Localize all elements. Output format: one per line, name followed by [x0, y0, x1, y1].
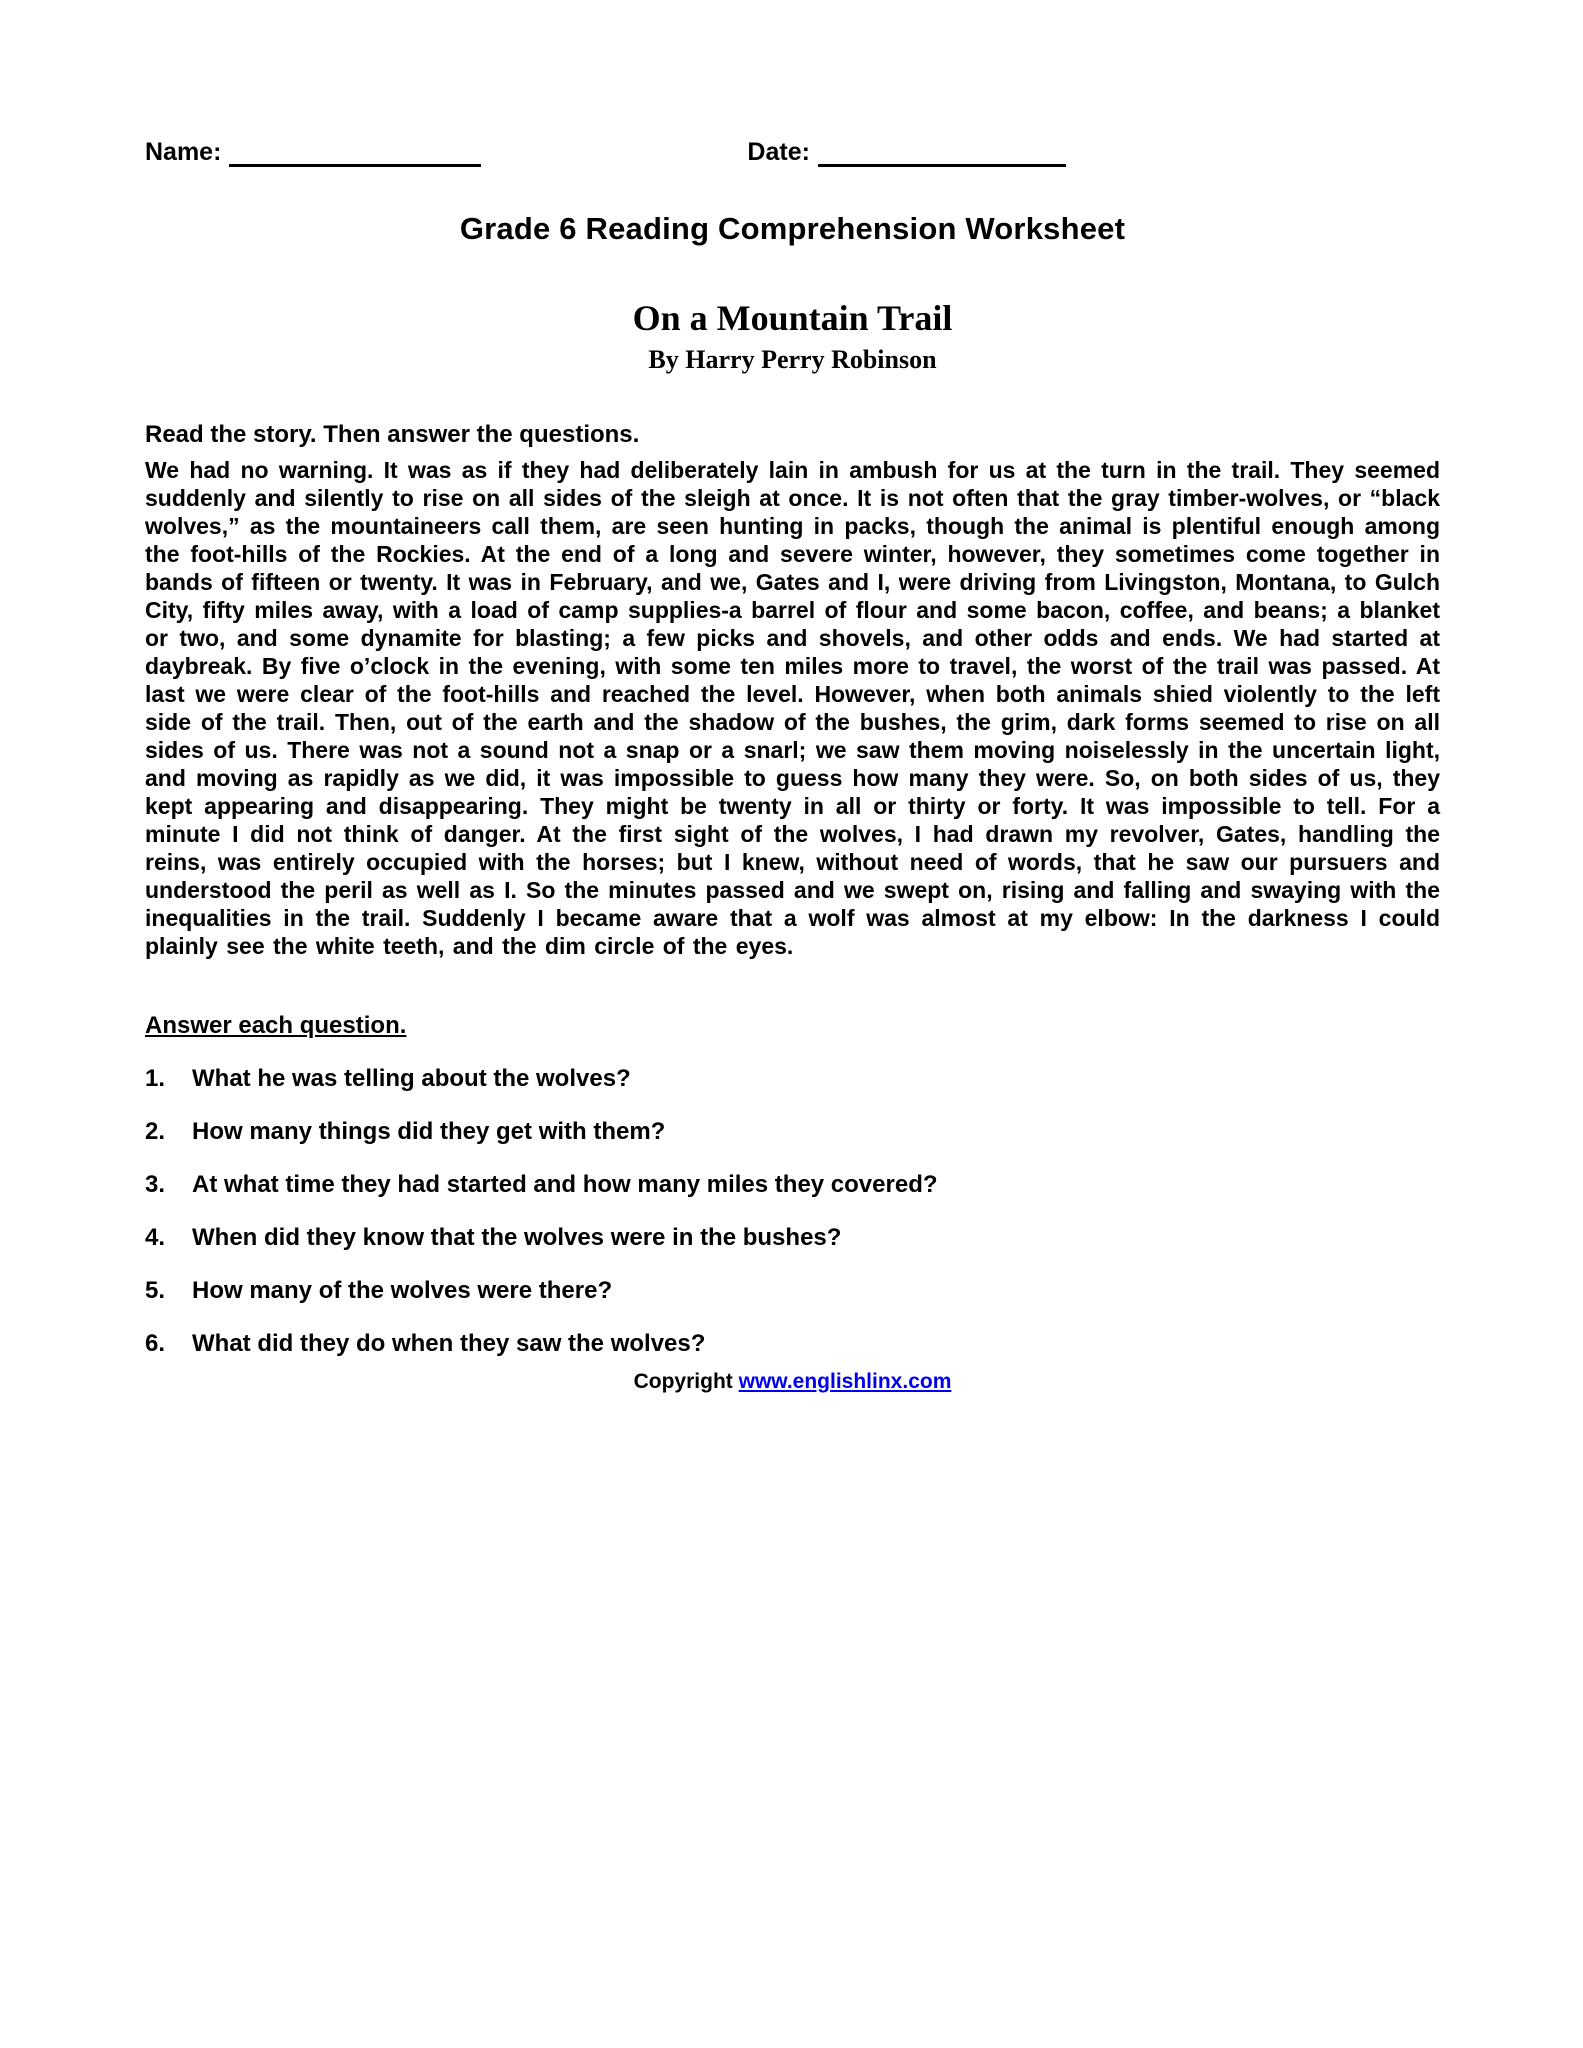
- question-number: 6.: [145, 1330, 166, 1357]
- question-item: [145, 1277, 1440, 1305]
- question-text: How many of the wolves were there?: [192, 1277, 613, 1304]
- question-number: 5.: [145, 1277, 166, 1304]
- date-label: Date:: [747, 138, 810, 166]
- copyright-link[interactable]: www.englishlinx.com: [738, 1370, 952, 1393]
- date-field-group: [747, 138, 1066, 167]
- question-text: How many things did they get with them?: [192, 1118, 666, 1145]
- question-text: At what time they had started and how many miles they covered?: [192, 1171, 938, 1198]
- story-text: We had no warning. It was as if they had deliberately lain in ambush for us at the turn in the trail. They seemed suddenly and silently to rise on all sides of the sleigh at once. It is not often that the gray timber-wolves, or “black wolves,” as the mountaineers call them, are seen hunting in packs, though the animal is plentiful enough among the foot-hills of the Rockies. At the end of a long and severe winter, however, they sometimes come together in bands of fifteen or twenty. It was in February, and we, Gates and I, were driving from Livingston, Montana, to Gulch City, fifty miles away, with a load of camp supplies-a barrel of flour and some bacon, coffee, and beans; a blanket or two, and some dynamite for blasting; a few picks and shovels, and other odds and ends. We had started at daybreak. By five o’clock in the evening, with some ten miles more to travel, the worst of the trail was passed. At last we were clear of the foot-hills and reached the level. However, when both animals shied violently to the left side of the trail. Then, out of the earth and the shadow of the bushes, the grim, dark forms seemed to rise on all sides of us. There was not a sound not a snap or a snarl; we saw them moving noiselessly in the uncertain light, and moving as rapidly as we did, it was impossible to guess how many they were. So, on both sides of us, they kept appearing and disappearing. They might be twenty in all or thirty or forty. It was impossible to tell. For a minute I did not think of danger. At the first sight of the wolves, I had drawn my revolver, Gates, handling the reins, was entirely occupied with the horses; but I knew, without need of words, that he saw our pursuers and understood the peril as well as I. So the minutes passed and we swept on, rising and falling and swaying with the inequalities in the trail. Suddenly I became aware that a wolf was almost at my elbow: In the darkness I could plainly see the white teeth, and the dim circle of the eyes.: [145, 457, 1440, 959]
- date-blank-line: [818, 141, 1066, 167]
- questions-list: [145, 1065, 1440, 1358]
- question-number: 4.: [145, 1224, 166, 1251]
- question-text: What did they do when they saw the wolves?: [192, 1330, 706, 1357]
- answer-questions-heading: Answer each question.: [145, 1012, 407, 1039]
- name-date-row: [145, 138, 1440, 167]
- question-number: 3.: [145, 1171, 166, 1198]
- question-item: [145, 1065, 1440, 1093]
- copyright-label: Copyright: [633, 1370, 739, 1393]
- question-item: [145, 1330, 1440, 1358]
- question-item: [145, 1118, 1440, 1146]
- question-item: [145, 1171, 1440, 1199]
- question-text: When did they know that the wolves were in the bushes?: [192, 1224, 842, 1251]
- name-label: Name:: [145, 138, 222, 166]
- copyright-line: [145, 1370, 1440, 1394]
- story-author: By Harry Perry Robinson: [648, 345, 937, 374]
- name-blank-line: [229, 141, 481, 167]
- story-instructions: Read the story. Then answer the questions.: [145, 421, 640, 448]
- question-text: What he was telling about the wolves?: [192, 1065, 631, 1092]
- question-number: 2.: [145, 1118, 166, 1145]
- question-item: [145, 1224, 1440, 1252]
- question-number: 1.: [145, 1065, 166, 1092]
- story-title: On a Mountain Trail: [632, 298, 953, 338]
- worksheet-title: Grade 6 Reading Comprehension Worksheet: [459, 211, 1126, 246]
- name-field-group: [145, 138, 481, 167]
